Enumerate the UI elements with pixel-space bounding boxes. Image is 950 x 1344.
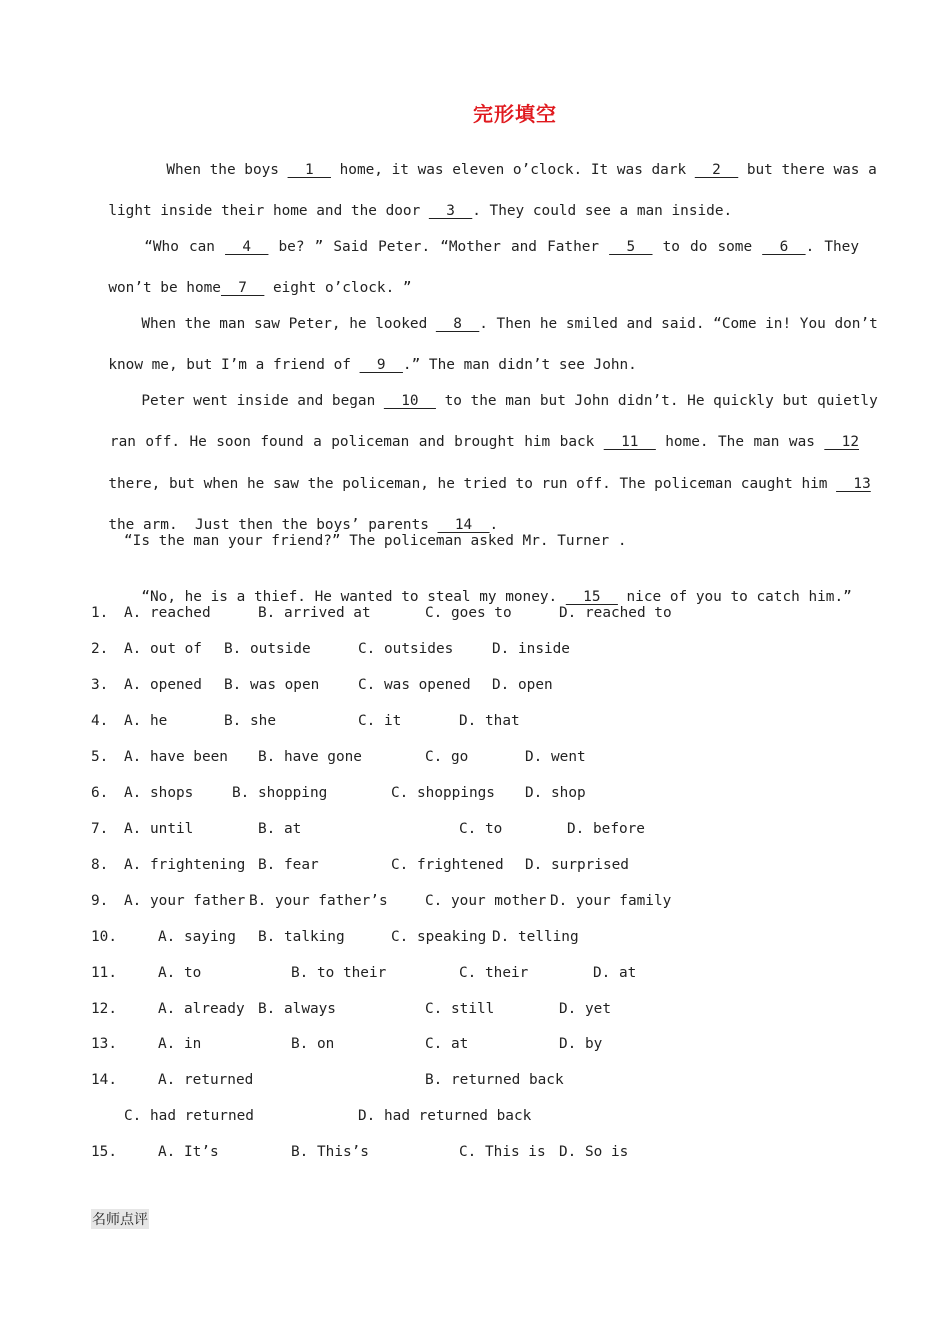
blank-4: __4__ <box>225 239 269 255</box>
option[interactable]: B. on <box>291 1036 335 1052</box>
question-row: 6. A. shops B. shopping C. shoppings D. shop <box>91 785 586 801</box>
question-row: 13. A. in B. on C. at D. by <box>91 1036 603 1052</box>
option[interactable]: C. it <box>358 713 402 729</box>
passage-line: won’t be home__7__ eight o’clock. ” <box>108 280 412 296</box>
question-row: 2. A. out of B. outside C. outsides D. inside <box>91 641 570 657</box>
blank-6: __6__ <box>762 239 806 255</box>
blank-7: __7__ <box>220 280 265 296</box>
question-row: 15. A. It’s B. This’s C. This is D. So is <box>91 1144 629 1160</box>
option[interactable]: B. talking <box>258 929 345 945</box>
option[interactable]: A. It’s <box>158 1144 219 1160</box>
blank-3: __3__ <box>428 203 473 219</box>
question-row: 5. A. have been B. have gone C. go D. went <box>91 749 586 765</box>
blank-2: __2__ <box>694 162 739 178</box>
option[interactable]: D. had returned back <box>358 1108 532 1124</box>
option[interactable]: B. always <box>258 1001 336 1017</box>
option[interactable]: A. to <box>158 965 202 981</box>
question-row: 9. A. your father B. your father’s C. your mother D. your family <box>91 893 672 909</box>
option[interactable]: B. outside <box>224 641 311 657</box>
option[interactable]: D. surprised <box>525 857 629 873</box>
option[interactable]: C. had returned <box>124 1108 254 1124</box>
question-row: 7. A. until B. at C. to D. before <box>91 821 645 837</box>
option[interactable]: C. their <box>459 965 529 981</box>
question-row: 14. A. returned B. returned back <box>91 1072 564 1088</box>
blank-9: __9__ <box>359 357 403 373</box>
passage-line: Peter went inside and began __10__ to the man but John didn’t. He quickly but quietly <box>141 393 878 409</box>
passage-line: light inside their home and the door __3__. They could see a man inside. <box>108 203 733 219</box>
option[interactable]: A. shops <box>124 785 194 801</box>
option[interactable]: D. that <box>459 713 520 729</box>
option[interactable]: B. your father’s <box>249 893 388 909</box>
passage-line: “Who can __4__ be? ” Said Peter. “Mother and Father __5__ to do some __6__. They <box>144 239 860 255</box>
option[interactable]: C. your mother <box>425 893 547 909</box>
option[interactable]: D. before <box>567 821 645 837</box>
option[interactable]: A. he <box>124 713 168 729</box>
option[interactable]: D. went <box>525 749 586 765</box>
blank-10: __10__ <box>383 393 436 409</box>
passage-line: the arm. Just then the boys’ parents __14__. <box>108 517 499 533</box>
option[interactable]: A. out of <box>124 641 202 657</box>
option[interactable]: C. goes to <box>425 605 512 621</box>
option[interactable]: A. reached <box>124 605 211 621</box>
option[interactable]: A. returned <box>158 1072 254 1088</box>
blank-12: __12 <box>824 434 860 450</box>
option[interactable]: D. open <box>492 677 553 693</box>
option[interactable]: A. your father <box>124 893 246 909</box>
option[interactable]: A. opened <box>124 677 202 693</box>
passage-line: When the man saw Peter, he looked __8__. Then he smiled and said. “Come in! You don’t <box>141 316 878 332</box>
option[interactable]: C. outsides <box>358 641 454 657</box>
question-row: 12. A. already B. always C. still D. yet <box>91 1001 611 1017</box>
blank-1: __1__ <box>287 162 331 178</box>
passage-line: know me, but I’m a friend of __9__.” The man didn’t see John. <box>108 357 637 373</box>
option[interactable]: B. was open <box>224 677 320 693</box>
option[interactable]: B. fear <box>258 857 319 873</box>
option[interactable]: A. frightening <box>124 857 246 873</box>
option[interactable]: D. yet <box>559 1001 611 1017</box>
option[interactable]: B. arrived at <box>258 605 371 621</box>
option[interactable]: B. returned back <box>425 1072 564 1088</box>
option[interactable]: B. have gone <box>258 749 362 765</box>
option[interactable]: C. speaking <box>391 929 487 945</box>
option[interactable]: B. at <box>258 821 302 837</box>
question-row: 11. A. to B. to their C. their D. at <box>91 965 637 981</box>
option[interactable]: D. your family <box>550 893 672 909</box>
question-row: 10. A. saying B. talking C. speaking D. telling <box>91 929 579 945</box>
option[interactable]: D. So is <box>559 1144 629 1160</box>
blank-15: __15__ <box>565 589 618 605</box>
question-row: 4. A. he B. she C. it D. that <box>91 713 520 729</box>
option[interactable]: A. saying <box>158 929 236 945</box>
passage-line: When the boys __1__ home, it was eleven o’clock. It was dark __2__ but there was a <box>166 162 877 178</box>
passage-line: there, but when he saw the policeman, he tried to run off. The policeman caught him __13 <box>108 476 871 492</box>
option[interactable]: A. already <box>158 1001 245 1017</box>
option[interactable]: D. inside <box>492 641 570 657</box>
option[interactable]: D. at <box>593 965 637 981</box>
option[interactable]: C. was opened <box>358 677 471 693</box>
page-title: 完形填空 <box>473 102 557 126</box>
option[interactable]: B. to their <box>291 965 387 981</box>
option[interactable]: C. to <box>459 821 503 837</box>
option[interactable]: B. This’s <box>291 1144 369 1160</box>
passage-line: ran off. He soon found a policeman and brought him back __11__ home. The man was __12 <box>109 434 860 450</box>
option[interactable]: A. have been <box>124 749 228 765</box>
option[interactable]: B. shopping <box>232 785 328 801</box>
option[interactable]: D. reached to <box>559 605 672 621</box>
teacher-comment-label: 名师点评 <box>91 1209 149 1229</box>
passage-line: “Is the man your friend?” The policeman asked Mr. Turner . <box>124 533 627 549</box>
passage-line: “No, he is a thief. He wanted to steal my money. __15__ nice of you to catch him.” <box>141 589 852 605</box>
blank-5: __5__ <box>609 239 653 255</box>
question-row: 8. A. frightening B. fear C. frightened D. surprised <box>91 857 629 873</box>
option[interactable]: C. shoppings <box>391 785 495 801</box>
option[interactable]: C. frightened <box>391 857 504 873</box>
option[interactable]: A. until <box>124 821 194 837</box>
option[interactable]: D. telling <box>492 929 579 945</box>
option[interactable]: C. still <box>425 1001 495 1017</box>
question-row: 1. A. reached B. arrived at C. goes to D. reached to <box>91 605 672 621</box>
option[interactable]: D. by <box>559 1036 603 1052</box>
option[interactable]: D. shop <box>525 785 586 801</box>
blank-14: __14__ <box>437 517 490 533</box>
option[interactable]: C. This is <box>459 1144 546 1160</box>
option[interactable]: C. at <box>425 1036 469 1052</box>
question-row: 3. A. opened B. was open C. was opened D. open <box>91 677 553 693</box>
option[interactable]: A. in <box>158 1036 202 1052</box>
blank-11: __11__ <box>603 434 656 450</box>
blank-13: __13 <box>836 476 871 492</box>
blank-8: __8__ <box>435 316 480 332</box>
option[interactable]: C. go <box>425 749 469 765</box>
option[interactable]: B. she <box>224 713 276 729</box>
